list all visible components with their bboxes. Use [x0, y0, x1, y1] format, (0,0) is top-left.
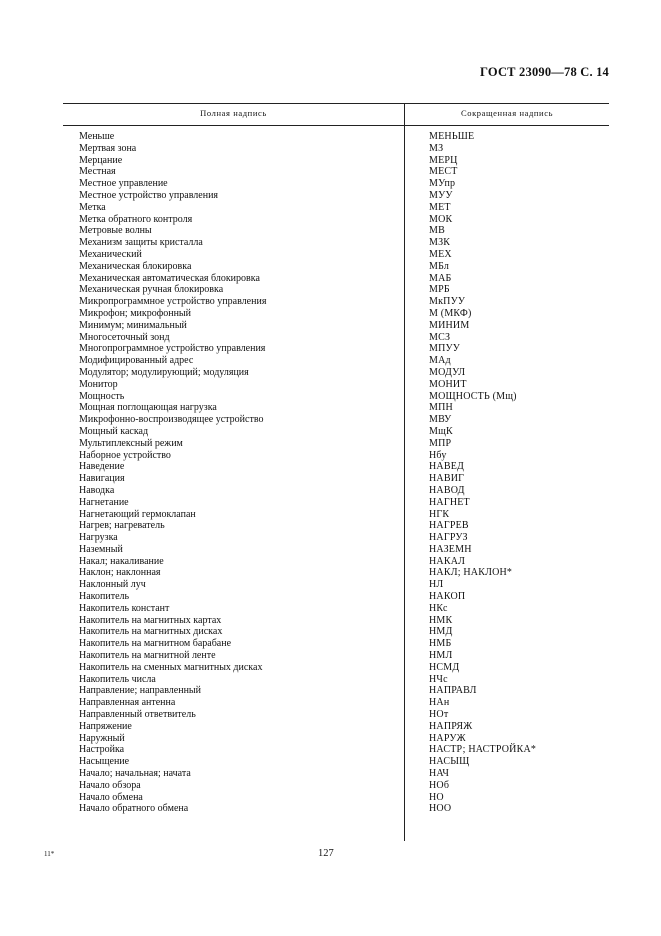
full-label-cell: Местная	[79, 166, 116, 178]
full-label-cell: Микрофон; микрофонный	[79, 307, 192, 319]
abbreviation-cell: НАКАЛ	[429, 555, 466, 567]
table-row	[0, 556, 661, 568]
abbreviation-cell: НОт	[429, 709, 449, 721]
table-row	[0, 733, 661, 745]
abbreviation-cell: МЗ	[429, 142, 444, 154]
full-label-cell: Настройка	[79, 744, 125, 756]
table-row	[0, 638, 661, 650]
full-label-cell: Накопитель на магнитном барабане	[79, 638, 232, 650]
abbreviation-cell: МБл	[429, 260, 450, 272]
full-label-cell: Начало обмена	[79, 791, 143, 803]
table-row	[0, 615, 661, 627]
abbreviation-cell: МЕХ	[429, 248, 452, 260]
abbreviation-cell: МАБ	[429, 272, 452, 284]
table-row	[0, 214, 661, 226]
table-row	[0, 391, 661, 403]
table-row	[0, 249, 661, 261]
full-label-cell: Накопитель	[79, 591, 130, 603]
abbreviation-cell: МОЩНОСТЬ (Мщ)	[429, 390, 517, 402]
table-row	[0, 261, 661, 273]
abbreviation-cell: НАн	[429, 697, 450, 709]
abbreviation-cell: Нбу	[429, 449, 447, 461]
abbreviation-cell: НОО	[429, 803, 452, 815]
full-label-cell: Минимум; минимальный	[79, 319, 187, 331]
table-row	[0, 626, 661, 638]
full-label-cell: Накопитель на магнитных картах	[79, 614, 222, 626]
full-label-cell: Многосеточный зонд	[79, 331, 170, 343]
full-label-cell: Мощная поглощающая нагрузка	[79, 402, 217, 414]
full-label-cell: Механическая блокировка	[79, 260, 192, 272]
abbreviation-cell: МЗК	[429, 237, 451, 249]
table-row	[0, 803, 661, 815]
table-row	[0, 591, 661, 603]
abbreviation-cell: НМЛ	[429, 650, 453, 662]
full-label-cell: Насыщение	[79, 756, 130, 768]
table-row	[0, 296, 661, 308]
table-row	[0, 780, 661, 792]
abbreviation-cell: М (МКФ)	[429, 307, 472, 319]
table-row	[0, 284, 661, 296]
abbreviation-cell: МИНИМ	[429, 319, 470, 331]
full-label-cell: Наводка	[79, 484, 115, 496]
abbreviation-cell: НО	[429, 791, 444, 803]
table-row	[0, 603, 661, 615]
table-row	[0, 792, 661, 804]
full-label-cell: Накал; накаливание	[79, 555, 164, 567]
table-row	[0, 509, 661, 521]
table-top-rule	[63, 103, 609, 104]
abbreviation-cell: МщК	[429, 425, 453, 437]
abbreviation-cell: НАЗЕМН	[429, 543, 472, 555]
full-label-cell: Микропрограммное устройство управления	[79, 296, 267, 308]
abbreviation-cell: НАЧ	[429, 768, 450, 780]
abbreviation-cell: НАРУЖ	[429, 732, 466, 744]
table-row	[0, 355, 661, 367]
abbreviation-cell: НАГРУЗ	[429, 532, 468, 544]
full-label-cell: Наружный	[79, 732, 125, 744]
table-row	[0, 662, 661, 674]
table-row	[0, 461, 661, 473]
abbreviation-cell: НАПРАВЛ	[429, 685, 477, 697]
full-label-cell: Механическая автоматическая блокировка	[79, 272, 260, 284]
full-label-cell: Нагрев; нагреватель	[79, 520, 165, 532]
footer-signature-mark: 11*	[44, 850, 55, 858]
abbreviation-cell: НМД	[429, 626, 453, 638]
table-row	[0, 332, 661, 344]
full-label-cell: Местное устройство управления	[79, 189, 219, 201]
abbreviation-cell: МЕТ	[429, 201, 451, 213]
full-label-cell: Модифицированный адрес	[79, 355, 194, 367]
table-row	[0, 520, 661, 532]
full-label-cell: Метровые волны	[79, 225, 152, 237]
abbreviation-cell: МУУ	[429, 189, 453, 201]
table-row	[0, 143, 661, 155]
table-row	[0, 473, 661, 485]
abbreviation-cell: МОК	[429, 213, 453, 225]
table-row	[0, 166, 661, 178]
table-row	[0, 697, 661, 709]
abbreviation-cell: НАПРЯЖ	[429, 720, 473, 732]
full-label-cell: Накопитель констант	[79, 602, 170, 614]
abbreviation-cell: НАВОД	[429, 484, 465, 496]
abbreviation-cell: МПУУ	[429, 343, 461, 355]
table-row	[0, 685, 661, 697]
abbreviation-cell: МСЗ	[429, 331, 451, 343]
full-label-cell: Нагнетающий гермоклапан	[79, 508, 196, 520]
table-row	[0, 237, 661, 249]
table-body	[0, 131, 661, 815]
abbreviation-cell: НГК	[429, 508, 450, 520]
abbreviation-cell: МЕСТ	[429, 166, 458, 178]
table-row	[0, 438, 661, 450]
full-label-cell: Напряжение	[79, 720, 132, 732]
page-number: 127	[318, 848, 334, 859]
full-label-cell: Нагрузка	[79, 532, 118, 544]
column-header-abbr: Сокращенная надпись	[460, 108, 554, 118]
abbreviation-cell: МРБ	[429, 284, 450, 296]
abbreviation-cell: НАВИГ	[429, 473, 465, 485]
table-row	[0, 756, 661, 768]
full-label-cell: Многопрограммное устройство управления	[79, 343, 266, 355]
full-label-cell: Накопитель числа	[79, 673, 156, 685]
table-row	[0, 744, 661, 756]
full-label-cell: Наземный	[79, 543, 123, 555]
table-row	[0, 674, 661, 686]
abbreviation-cell: МВ	[429, 225, 445, 237]
full-label-cell: Направленный ответвитель	[79, 709, 196, 721]
abbreviation-cell: МЕНЬШЕ	[429, 131, 475, 142]
abbreviation-cell: НКс	[429, 602, 448, 614]
table-row	[0, 450, 661, 462]
abbreviation-cell: МОДУЛ	[429, 366, 466, 378]
document-header-title: ГОСТ 23090—78 С. 14	[480, 65, 609, 79]
table-row	[0, 485, 661, 497]
table-row	[0, 567, 661, 579]
full-label-cell: Метка	[79, 201, 106, 213]
table-row	[0, 178, 661, 190]
table-row	[0, 497, 661, 509]
full-label-cell: Навигация	[79, 473, 125, 485]
abbreviation-cell: НАВЕД	[429, 461, 465, 473]
abbreviation-cell: МПН	[429, 402, 453, 414]
table-row	[0, 190, 661, 202]
abbreviation-cell: НМБ	[429, 638, 452, 650]
full-label-cell: Мерцание	[79, 154, 123, 166]
table-row	[0, 202, 661, 214]
full-label-cell: Направленная антенна	[79, 697, 176, 709]
table-row	[0, 225, 661, 237]
abbreviation-cell: НАСЫЩ	[429, 756, 470, 768]
full-label-cell: Наведение	[79, 461, 125, 473]
full-label-cell: Модулятор; модулирующий; модуляция	[79, 366, 249, 378]
full-label-cell: Направление; направленный	[79, 685, 201, 697]
full-label-cell: Монитор	[79, 378, 118, 390]
table-row	[0, 343, 661, 355]
full-label-cell: Наклон; наклонная	[79, 567, 161, 579]
full-label-cell: Механический	[79, 248, 142, 260]
full-label-cell: Мощный каскад	[79, 425, 149, 437]
abbreviation-cell: НОб	[429, 779, 450, 791]
full-label-cell: Механизм защиты кристалла	[79, 237, 203, 249]
table-row	[0, 709, 661, 721]
full-label-cell: Накопитель на магнитной ленте	[79, 650, 216, 662]
table-row	[0, 532, 661, 544]
table-row	[0, 650, 661, 662]
abbreviation-cell: НАКОП	[429, 591, 466, 603]
column-header-full: Полная надпись	[200, 108, 267, 118]
table-row	[0, 379, 661, 391]
abbreviation-cell: МОНИТ	[429, 378, 467, 390]
full-label-cell: Механическая ручная блокировка	[79, 284, 224, 296]
full-label-cell: Накопитель на магнитных дисках	[79, 626, 223, 638]
full-label-cell: Местное управление	[79, 178, 168, 190]
abbreviation-cell: НАГНЕТ	[429, 496, 470, 508]
abbreviation-cell: МАд	[429, 355, 451, 367]
abbreviation-cell: НСМД	[429, 661, 460, 673]
table-row	[0, 155, 661, 167]
abbreviation-cell: НМК	[429, 614, 453, 626]
abbreviation-cell: МВУ	[429, 414, 452, 426]
abbreviation-cell: МПР	[429, 437, 452, 449]
full-label-cell: Начало; начальная; начата	[79, 768, 191, 780]
full-label-cell: Наклонный луч	[79, 579, 146, 591]
full-label-cell: Начало обзора	[79, 779, 141, 791]
full-label-cell: Мультиплексный режим	[79, 437, 183, 449]
full-label-cell: Начало обратного обмена	[79, 803, 189, 815]
abbreviation-cell: НЛ	[429, 579, 444, 591]
table-row	[0, 367, 661, 379]
abbreviation-cell: МУпр	[429, 178, 456, 190]
abbreviation-cell: НАКЛ; НАКЛОН*	[429, 567, 513, 579]
table-header-rule	[63, 125, 609, 126]
full-label-cell: Меньше	[79, 131, 115, 142]
table-row	[0, 426, 661, 438]
table-row	[0, 308, 661, 320]
full-label-cell: Метка обратного контроля	[79, 213, 193, 225]
table-row	[0, 273, 661, 285]
abbreviation-cell: НАГРЕВ	[429, 520, 469, 532]
abbreviation-cell: НЧс	[429, 673, 448, 685]
table-row	[0, 414, 661, 426]
full-label-cell: Накопитель на сменных магнитных дисках	[79, 661, 263, 673]
full-label-cell: Наборное устройство	[79, 449, 171, 461]
full-label-cell: Мертвая зона	[79, 142, 137, 154]
full-label-cell: Микрофонно-воспроизводящее устройство	[79, 414, 264, 426]
abbreviation-cell: МкПУУ	[429, 296, 466, 308]
table-row	[0, 320, 661, 332]
abbreviation-cell: МЕРЦ	[429, 154, 458, 166]
table-row	[0, 131, 661, 143]
abbreviation-cell: НАСТР; НАСТРОЙКА*	[429, 744, 537, 756]
full-label-cell: Мощность	[79, 390, 125, 402]
table-row	[0, 544, 661, 556]
table-row	[0, 721, 661, 733]
table-row	[0, 579, 661, 591]
full-label-cell: Нагнетание	[79, 496, 129, 508]
table-row	[0, 402, 661, 414]
table-row	[0, 768, 661, 780]
